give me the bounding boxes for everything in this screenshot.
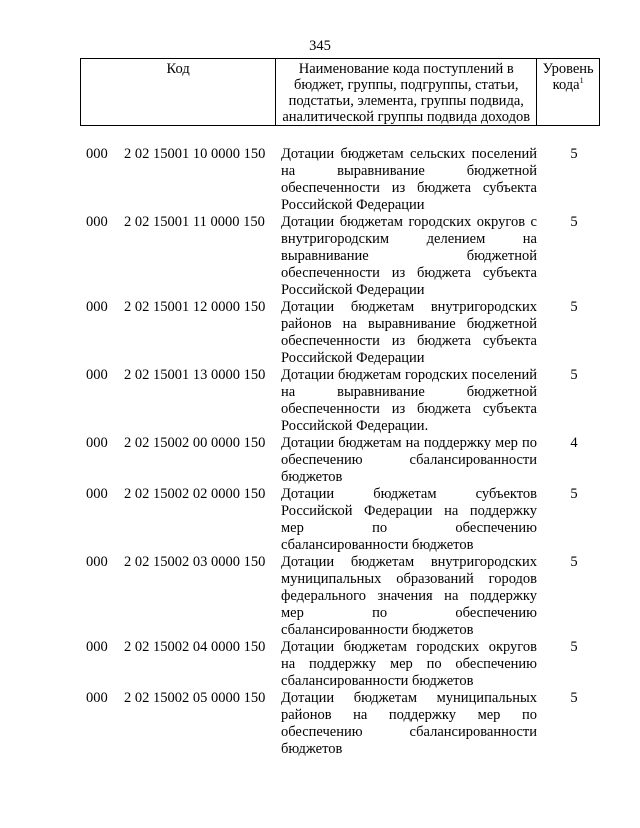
- code-level: 5: [570, 486, 578, 502]
- revenue-code: 2 02 15002 02 0000 150: [124, 486, 266, 502]
- code-level: 5: [570, 299, 578, 315]
- code-level: 5: [570, 214, 578, 230]
- header-code: Код: [81, 59, 276, 125]
- revenue-name: Дотации бюджетам сельских поселений на выравнивание бюджетной обеспеченности из бюджета субъекта Российской Федерации: [281, 146, 537, 213]
- table-body: [0, 146, 640, 758]
- admin-code: 000: [86, 214, 108, 230]
- admin-code: 000: [86, 299, 108, 315]
- header-level: [537, 59, 599, 125]
- revenue-code: 2 02 15002 05 0000 150: [124, 690, 266, 706]
- revenue-code: 2 02 15002 03 0000 150: [124, 554, 266, 570]
- table-row: [0, 554, 640, 639]
- admin-code: 000: [86, 690, 108, 706]
- revenue-name: Дотации бюджетам муниципальных районов на поддержку мер по обеспечению сбалансированности бюджетов: [281, 690, 537, 757]
- revenue-code: 2 02 15002 00 0000 150: [124, 435, 266, 451]
- revenue-name: Дотации бюджетам на поддержку мер по обеспечению сбалансированности бюджетов: [281, 435, 537, 485]
- table-row: [0, 435, 640, 486]
- code-level: 5: [570, 146, 578, 162]
- revenue-name: Дотации бюджетам городских поселений на выравнивание бюджетной обеспеченности из бюджета субъекта Российской Федерации.: [281, 367, 537, 434]
- code-level: 5: [570, 639, 578, 655]
- revenue-name: Дотации бюджетам внутригородских районов на выравнивание бюджетной обеспеченности из бюджета субъекта Российской Федерации: [281, 299, 537, 366]
- revenue-code: 2 02 15001 12 0000 150: [124, 299, 266, 315]
- table-row: [0, 299, 640, 367]
- table-header: [80, 58, 600, 126]
- admin-code: 000: [86, 367, 108, 383]
- revenue-code: 2 02 15002 04 0000 150: [124, 639, 266, 655]
- revenue-code: 2 02 15001 11 0000 150: [124, 214, 265, 230]
- admin-code: 000: [86, 146, 108, 162]
- revenue-name: Дотации бюджетам субъектов Российской Федерации на поддержку мер по обеспечению сбалансированности бюджетов: [281, 486, 537, 553]
- table-row: [0, 486, 640, 554]
- header-level-label: Уровень кода: [542, 61, 594, 93]
- code-level: 4: [570, 435, 578, 451]
- table-row: [0, 639, 640, 690]
- code-level: 5: [570, 367, 578, 383]
- revenue-name: Дотации бюджетам внутригородских муниципальных образований городов федерального значения на поддержку мер по обеспечению сбалансированности бюджетов: [281, 554, 537, 638]
- table-row: [0, 690, 640, 758]
- code-level: 5: [570, 554, 578, 570]
- revenue-name: Дотации бюджетам городских округов с внутригородским делением на выравнивание бюджетной обеспеченности из бюджета субъекта Российской Федерации: [281, 214, 537, 298]
- admin-code: 000: [86, 435, 108, 451]
- header-level-footnote: 1: [579, 76, 584, 86]
- revenue-code: 2 02 15001 13 0000 150: [124, 367, 266, 383]
- revenue-code: 2 02 15001 10 0000 150: [124, 146, 266, 162]
- admin-code: 000: [86, 486, 108, 502]
- admin-code: 000: [86, 639, 108, 655]
- page-number: 345: [309, 38, 331, 54]
- table-row: [0, 146, 640, 214]
- code-level: 5: [570, 690, 578, 706]
- header-name: Наименование кода поступлений в бюджет, группы, подгруппы, статьи, подстатьи, элемента, группы подвида, аналитической группы подвида доходов: [276, 59, 537, 125]
- admin-code: 000: [86, 554, 108, 570]
- table-row: [0, 367, 640, 435]
- table-row: [0, 214, 640, 299]
- revenue-name: Дотации бюджетам городских округов на поддержку мер по обеспечению сбалансированности бюджетов: [281, 639, 537, 689]
